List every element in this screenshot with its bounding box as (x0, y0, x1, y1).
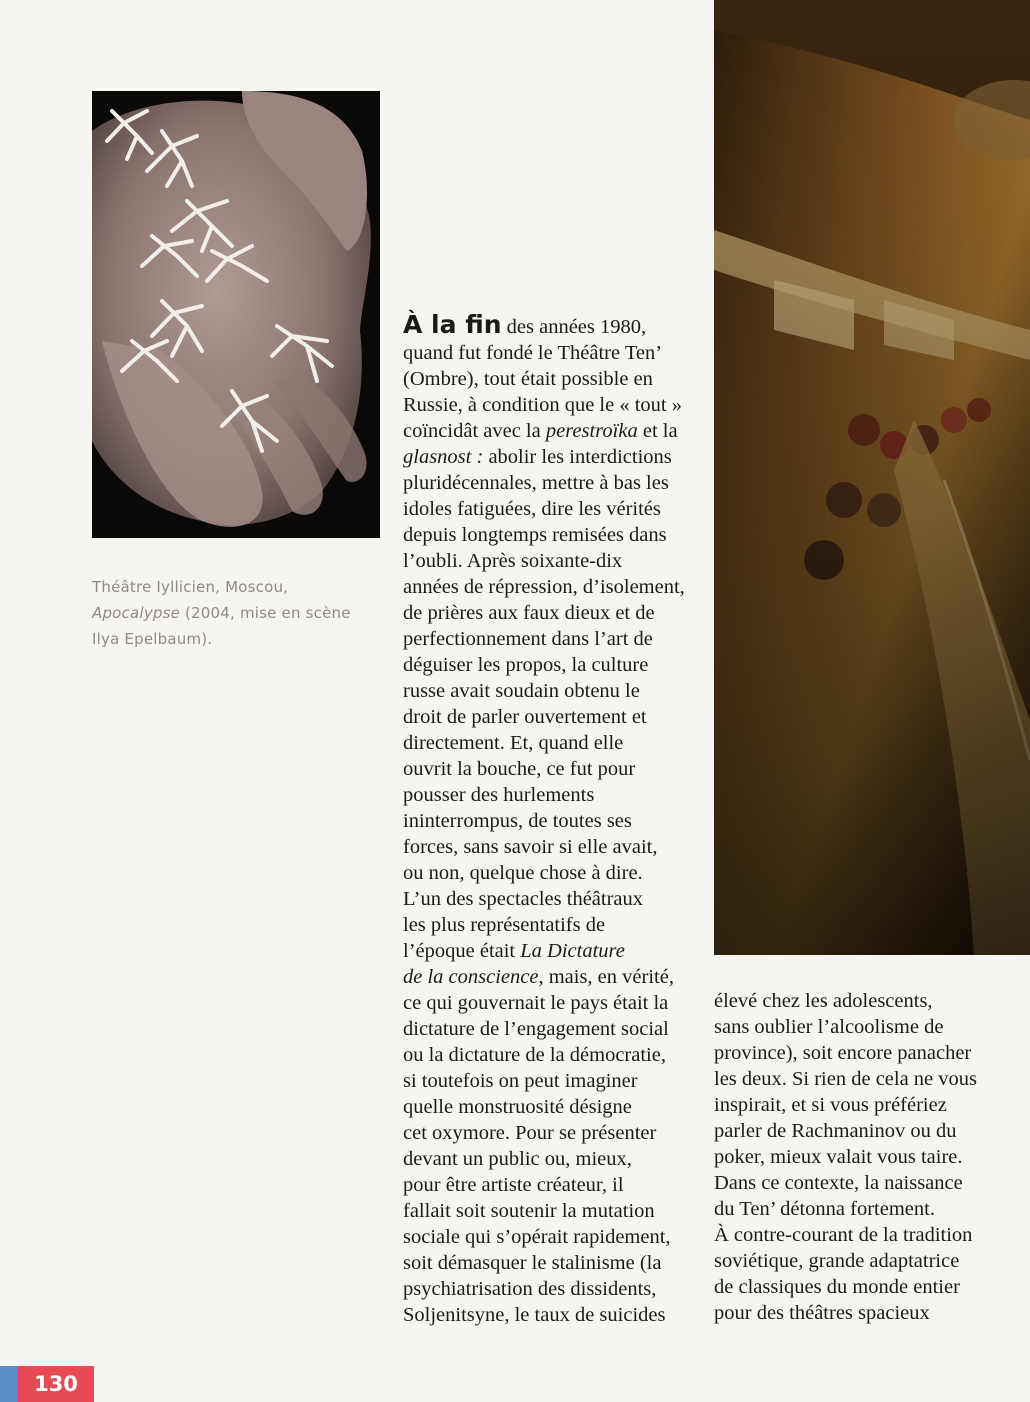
text-line: pour des théâtres spacieux (714, 1302, 930, 1324)
caption-line: Ilya Epelbaum). (92, 630, 213, 648)
text-line: soviétique, grande adaptatrice (714, 1250, 960, 1272)
page-edge-strip (0, 1366, 18, 1402)
text-line (403, 938, 703, 964)
text-line: soit démasquer le stalinisme (la (403, 1252, 662, 1274)
text-line: quelle monstruosité désigne (403, 1096, 632, 1118)
text-line: pousser des hurlements (403, 784, 595, 806)
text-line: ou non, quelque chose à dire. (403, 862, 643, 884)
italic-term: perestroïka (545, 420, 638, 442)
text-line: de classiques du monde entier (714, 1276, 960, 1298)
theatre-balcony-photo (714, 0, 1030, 955)
text-span: des années 1980, (501, 316, 647, 338)
text-line: si toutefois on peut imaginer (403, 1070, 638, 1092)
text-line: les deux. Si rien de cela ne vous (714, 1068, 978, 1090)
text-line: cet oxymore. Pour se présenter (403, 1122, 657, 1144)
text-line: Soljenitsyne, le taux de suicides (403, 1304, 666, 1326)
text-line (403, 964, 703, 990)
italic-title: de la conscience (403, 966, 539, 988)
text-line: parler de Rachmaninov ou du (714, 1120, 957, 1142)
text-line: l’oubli. Après soixante-dix (403, 550, 623, 572)
text-line: russe avait soudain obtenu le (403, 680, 640, 702)
text-line: du Ten’ détonna fortement. (714, 1198, 935, 1220)
text-line: (Ombre), tout était possible en (403, 368, 653, 390)
caption-title: Apocalypse (92, 604, 181, 622)
text-line: de prières aux faux dieux et de (403, 602, 655, 624)
page-number: 130 (18, 1366, 94, 1402)
text-line: poker, mieux valait vous taire. (714, 1146, 963, 1168)
photo-caption (92, 574, 367, 652)
text-line: élevé chez les adolescents, (714, 990, 933, 1012)
hand-figurines-image (92, 91, 380, 538)
text-line: les plus représentatifs de (403, 914, 606, 936)
italic-title: La Dictature (520, 940, 625, 962)
text-line: ou la dictature de la démocratie, (403, 1044, 666, 1066)
text-line: pour être artiste créateur, il (403, 1174, 624, 1196)
italic-term: glasnost : (403, 446, 484, 468)
text-line: forces, sans savoir si elle avait, (403, 836, 658, 858)
text-line: Dans ce contexte, la naissance (714, 1172, 963, 1194)
text-line: psychiatrisation des dissidents, (403, 1278, 657, 1300)
text-line: À contre-courant de la tradition (714, 1224, 973, 1246)
text-line: idoles fatiguées, dire les vérités (403, 498, 661, 520)
text-line: fallait soit soutenir la mutation (403, 1200, 655, 1222)
text-span: l’époque était (403, 940, 521, 962)
text-line: ininterrompus, de toutes ses (403, 810, 632, 832)
text-line: depuis longtemps remisées dans (403, 524, 667, 546)
right-text-column (714, 988, 1014, 1326)
text-line: province), soit encore panacher (714, 1042, 972, 1064)
text-line: inspirait, et si vous préfériez (714, 1094, 947, 1116)
text-line: années de répression, d’isolement, (403, 576, 685, 598)
text-line: droit de parler ouvertement et (403, 706, 647, 728)
text-line: directement. Et, quand elle (403, 732, 624, 754)
text-line: L’un des spectacles théâtraux (403, 888, 644, 910)
text-line: pluridécennales, mettre à bas les (403, 472, 669, 494)
text-span: , mais, en vérité, (538, 966, 674, 988)
text-line: devant un public ou, mieux, (403, 1148, 632, 1170)
text-line (403, 312, 703, 340)
theatre-balcony-image (714, 0, 1030, 955)
text-line: Russie, à condition que le « tout » (403, 394, 682, 416)
main-text-column (403, 312, 703, 1328)
text-line (403, 418, 703, 444)
text-line: sociale qui s’opérait rapidement, (403, 1226, 671, 1248)
text-line: ouvrit la bouche, ce fut pour (403, 758, 636, 780)
text-span: et la (637, 420, 678, 442)
text-line: quand fut fondé le Théâtre Ten’ (403, 342, 663, 364)
text-span: coïncidât avec la (403, 420, 546, 442)
text-span: abolir les interdictions (483, 446, 672, 468)
lead-in: À la fin (403, 310, 502, 339)
caption-text: (2004, mise en scène (180, 604, 351, 622)
hand-figurines-photo (92, 91, 380, 538)
text-line: déguiser les propos, la culture (403, 654, 649, 676)
text-line: dictature de l’engagement social (403, 1018, 669, 1040)
caption-line: Théâtre Iyllicien, Moscou, (92, 578, 289, 596)
text-line: perfectionnement dans l’art de (403, 628, 653, 650)
text-line (403, 444, 703, 470)
text-line: ce qui gouvernait le pays était la (403, 992, 669, 1014)
caption-line (92, 600, 367, 626)
text-line: sans oublier l’alcoolisme de (714, 1016, 944, 1038)
